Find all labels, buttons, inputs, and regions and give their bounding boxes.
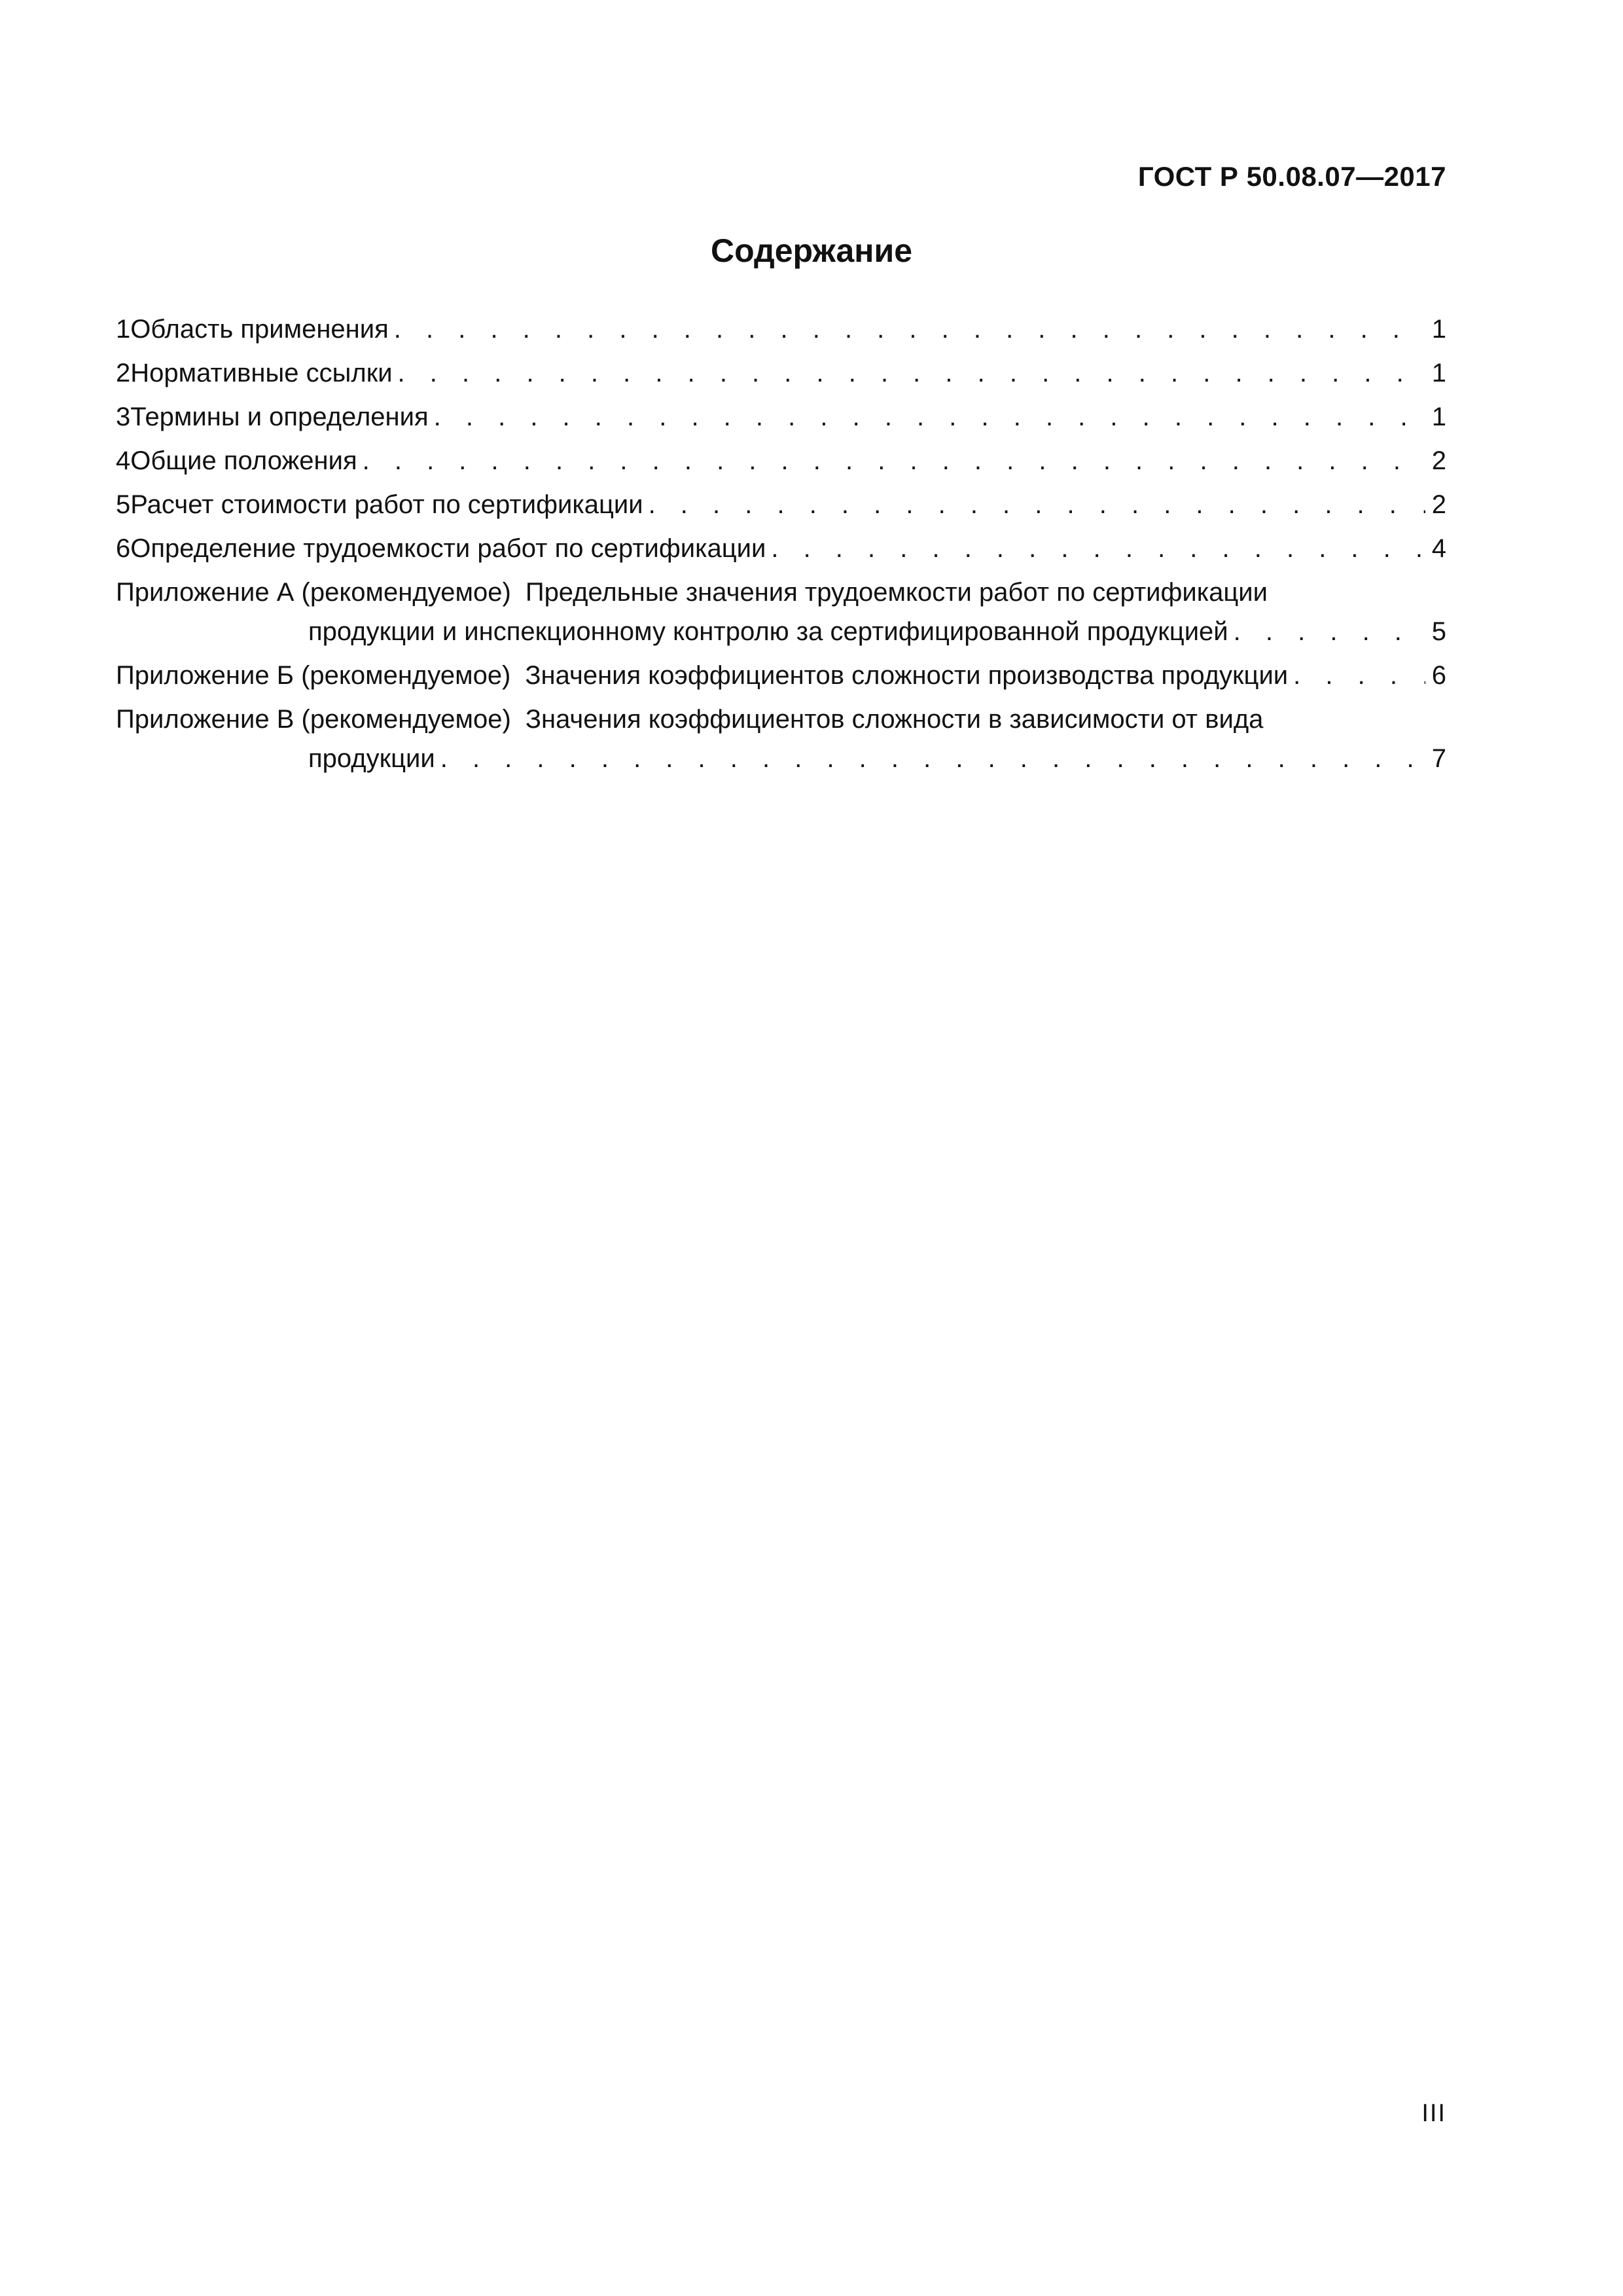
dot-leader	[649, 483, 1425, 527]
dot-leader	[771, 527, 1425, 571]
toc-item-1[interactable]	[116, 308, 1446, 351]
dot-leader	[434, 395, 1425, 439]
dot-leader	[440, 737, 1425, 781]
toc-item-3[interactable]	[116, 395, 1446, 439]
dot-leader	[398, 351, 1425, 395]
toc-item-page: 1	[1431, 315, 1446, 344]
toc-item-page: 1	[1431, 359, 1446, 387]
appendix-page: 5	[1431, 617, 1446, 646]
toc-item-5[interactable]	[116, 483, 1446, 527]
toc-item-label: Определение трудоемкости работ по сертификации	[130, 534, 766, 563]
appendix-title: Значения коэффициентов сложности производства продукции	[525, 661, 1289, 690]
appendix-prefix: Приложение А (рекомендуемое)	[116, 578, 511, 607]
page-number: III	[1421, 2100, 1446, 2127]
toc-appendix-v[interactable]	[116, 698, 1446, 781]
toc-item-page: 1	[1431, 403, 1446, 431]
appendix-page: 6	[1431, 661, 1446, 690]
appendix-page: 7	[1431, 744, 1446, 773]
appendix-title: Значения коэффициентов сложности в зависимости от вида	[525, 705, 1264, 734]
toc-item-label: Нормативные ссылки	[130, 359, 393, 387]
appendix-title: Предельные значения трудоемкости работ по сертификации	[525, 578, 1268, 607]
appendix-prefix: Приложение В (рекомендуемое)	[116, 705, 511, 734]
toc-item-number: 4	[116, 446, 131, 475]
toc-item-page: 2	[1431, 446, 1446, 475]
appendix-title-continued: продукции	[308, 744, 435, 773]
toc-item-page: 2	[1431, 490, 1446, 519]
dot-leader	[363, 439, 1425, 483]
toc-item-label: Область применения	[130, 315, 389, 344]
toc-item-number: 2	[116, 359, 131, 387]
toc-item-label: Расчет стоимости работ по сертификации	[130, 490, 643, 519]
document-code: ГОСТ Р 50.08.07—2017	[1137, 161, 1446, 192]
toc-appendix-a[interactable]	[116, 571, 1446, 654]
toc-item-number: 6	[116, 534, 131, 563]
toc-item-2[interactable]	[116, 351, 1446, 395]
toc-appendix-b[interactable]	[116, 654, 1446, 698]
dot-leader	[1293, 654, 1425, 698]
toc-item-4[interactable]	[116, 439, 1446, 483]
toc-item-label: Общие положения	[130, 446, 357, 475]
page-title: Содержание	[710, 232, 913, 269]
dot-leader	[394, 308, 1425, 351]
toc-item-page: 4	[1431, 534, 1446, 563]
toc-item-number: 5	[116, 490, 131, 519]
table-of-contents	[116, 308, 1446, 781]
appendix-prefix: Приложение Б (рекомендуемое)	[116, 661, 511, 690]
appendix-title-continued: продукции и инспекционному контролю за сертифицированной продукцией	[308, 617, 1228, 646]
toc-item-6[interactable]	[116, 527, 1446, 571]
toc-item-number: 3	[116, 403, 131, 431]
toc-item-label: Термины и определения	[130, 403, 429, 431]
dot-leader	[1234, 610, 1425, 654]
toc-item-number: 1	[116, 315, 131, 344]
